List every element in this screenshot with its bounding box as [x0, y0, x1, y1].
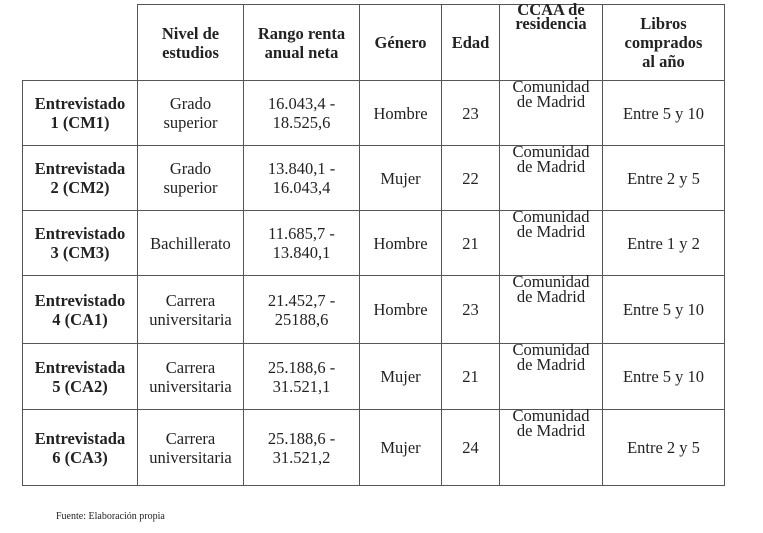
- header-row: [23, 5, 725, 81]
- cell-gender: Hombre: [360, 276, 442, 344]
- table-header: [23, 0, 725, 81]
- cell-studies: Grado superior: [138, 146, 244, 211]
- table-source-note: Fuente: Elaboración propia: [56, 511, 165, 522]
- cell-age: 21: [442, 344, 500, 410]
- table-row: [23, 276, 725, 344]
- cell-person: Entrevistado 3 (CM3): [23, 211, 138, 276]
- cell-books: Entre 5 y 10: [603, 81, 725, 146]
- cell-age: 23: [442, 81, 500, 146]
- cell-books: Entre 5 y 10: [603, 344, 725, 410]
- header-corner-blank: [23, 5, 138, 81]
- cell-gender: Mujer: [360, 410, 442, 486]
- cell-gender: Hombre: [360, 211, 442, 276]
- cell-studies: Grado superior: [138, 81, 244, 146]
- cell-income: 25.188,6 - 31.521,1: [244, 344, 360, 410]
- header-age: Edad: [442, 5, 500, 81]
- header-ccaa: CCAA de residencia: [500, 5, 603, 81]
- cell-ccaa: Comunidad de Madrid: [500, 344, 603, 410]
- cell-age: 23: [442, 276, 500, 344]
- cell-studies: Carrera universitaria: [138, 276, 244, 344]
- cell-person: Entrevistado 1 (CM1): [23, 81, 138, 146]
- cell-person: Entrevistada 5 (CA2): [23, 344, 138, 410]
- table-row: [23, 146, 725, 211]
- cell-gender: Mujer: [360, 344, 442, 410]
- cell-age: 21: [442, 211, 500, 276]
- table-body: [23, 77, 725, 486]
- cell-studies: Bachillerato: [138, 211, 244, 276]
- cell-studies: Carrera universitaria: [138, 410, 244, 486]
- cell-ccaa: Comunidad de Madrid: [500, 81, 603, 146]
- cell-person: Entrevistada 2 (CM2): [23, 146, 138, 211]
- header-studies: Nivel de estudios: [138, 5, 244, 81]
- cell-income: 13.840,1 - 16.043,4: [244, 146, 360, 211]
- cell-gender: Mujer: [360, 146, 442, 211]
- interviewees-table-container: [22, 0, 725, 486]
- cell-person: Entrevistada 6 (CA3): [23, 410, 138, 486]
- table-row: [23, 344, 725, 410]
- header-income: Rango renta anual neta: [244, 5, 360, 81]
- cell-studies: Carrera universitaria: [138, 344, 244, 410]
- header-gender: Género: [360, 5, 442, 81]
- cell-income: 16.043,4 - 18.525,6: [244, 81, 360, 146]
- cell-person: Entrevistado 4 (CA1): [23, 276, 138, 344]
- cell-books: Entre 2 y 5: [603, 410, 725, 486]
- header-books: Libros comprados al año: [603, 5, 725, 81]
- cell-age: 22: [442, 146, 500, 211]
- cell-books: Entre 5 y 10: [603, 276, 725, 344]
- cell-ccaa: Comunidad de Madrid: [500, 410, 603, 486]
- cell-income: 11.685,7 - 13.840,1: [244, 211, 360, 276]
- cell-income: 25.188,6 - 31.521,2: [244, 410, 360, 486]
- cell-books: Entre 1 y 2: [603, 211, 725, 276]
- table-row: [23, 211, 725, 276]
- table-row: [23, 410, 725, 486]
- cell-ccaa: Comunidad de Madrid: [500, 211, 603, 276]
- cell-gender: Hombre: [360, 81, 442, 146]
- cell-income: 21.452,7 - 25188,6: [244, 276, 360, 344]
- cell-age: 24: [442, 410, 500, 486]
- cell-ccaa: Comunidad de Madrid: [500, 146, 603, 211]
- cell-books: Entre 2 y 5: [603, 146, 725, 211]
- interviewees-table: [22, 0, 725, 486]
- cell-ccaa: Comunidad de Madrid: [500, 276, 603, 344]
- table-row: [23, 81, 725, 146]
